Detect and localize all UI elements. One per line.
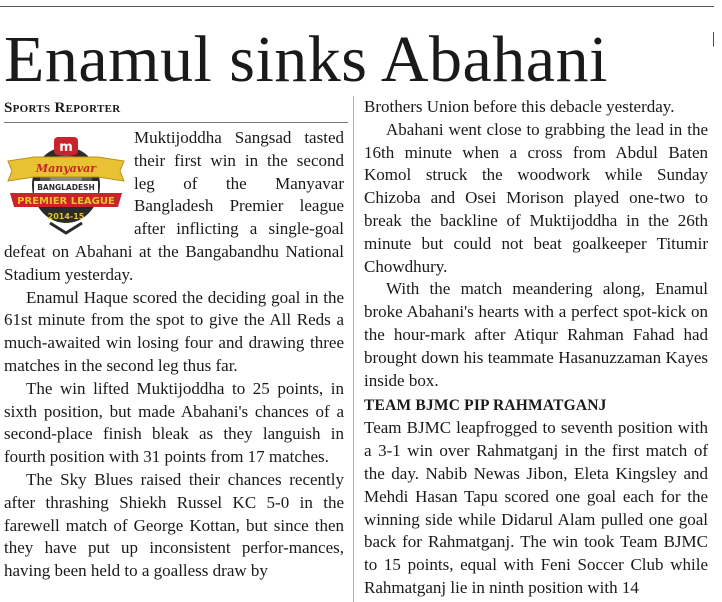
subhead: TEAM BJMC PIP RAHMATGANJ [364, 397, 607, 415]
continuation-text: Brothers Union before this debacle yesterday. [364, 97, 675, 116]
column-divider [353, 96, 354, 602]
logo-text-year: 2014-15 [47, 212, 85, 221]
adjacent-column-edge: | [712, 30, 716, 47]
top-rule [0, 6, 714, 7]
logo-text-main: PREMIER LEAGUE [17, 196, 115, 207]
paragraph-5: Abahani went close to grabbing the lead in the 16th minute when a cross from Abdul Baten Komol struck the woodwork while Sunday Chizoba and Osei Morison played one-two to break the backline of Muktijoddha in the 26th minute but could not beat goalkeeper Titumir Chowdhury. [364, 119, 708, 276]
premier-league-logo-graphic [4, 131, 128, 239]
paragraph-6: With the match meandering along, Enamul broke Abahani's hearts with a perfect spot-kick on the hour-mark after Atiqur Rahman Fahad had brought down his teammate Hasanuzzaman Kayes inside box. [364, 279, 708, 390]
headline: Enamul sinks Abahani [4, 23, 608, 96]
paragraph-2: Enamul Haque scored the deciding goal in the 61st minute from the spot to give the All Reds a much-awaited win losing four and drawing three matches in the second leg thus far. [4, 287, 344, 375]
right-column [364, 96, 708, 600]
paragraph-4: The Sky Blues raised their chances recently after thrashing Shiekh Russel KC 5-0 in the farewell match of George Kottan, but since then they have put up inconsistent perfor-mances, having been held to a goalless draw by [4, 469, 344, 581]
byline: Sports Reporter [4, 98, 348, 123]
paragraph-3: The win lifted Muktijoddha to 25 points, in sixth position, but made Abahani's chances of a second-place finish bleak as they languish in fourth position with 31 points from 17 matches. [4, 378, 344, 467]
svg-text:m: m [59, 140, 73, 155]
paragraph-7: Team BJMC leapfrogged to seventh position with a 3-1 win over Rahmatganj in the first match of the day. Nabib Newas Jibon, Eleta Kingsley and Mehdi Hasan Tapu scored one goal each for the winning side while Didarul Alam pulled one goal back for Rahmatganj. The win took Team BJMC to 15 points, equal with Feni Soccer Club while Rahmatganj lie in ninth position with 14 [364, 418, 708, 597]
paragraph-1: Muktijoddha Sangsad tasted their first win in the second leg of the Manyavar Bangladesh Premier league after inflicting a single-goal defeat on Abahani at the Bangabandhu National Stadium yesterday. [4, 128, 344, 284]
logo-text-top: Manyavar [35, 162, 97, 175]
left-column [4, 96, 344, 583]
logo-text-mid: BANGLADESH [37, 183, 95, 192]
premier-league-logo-icon [4, 131, 128, 239]
